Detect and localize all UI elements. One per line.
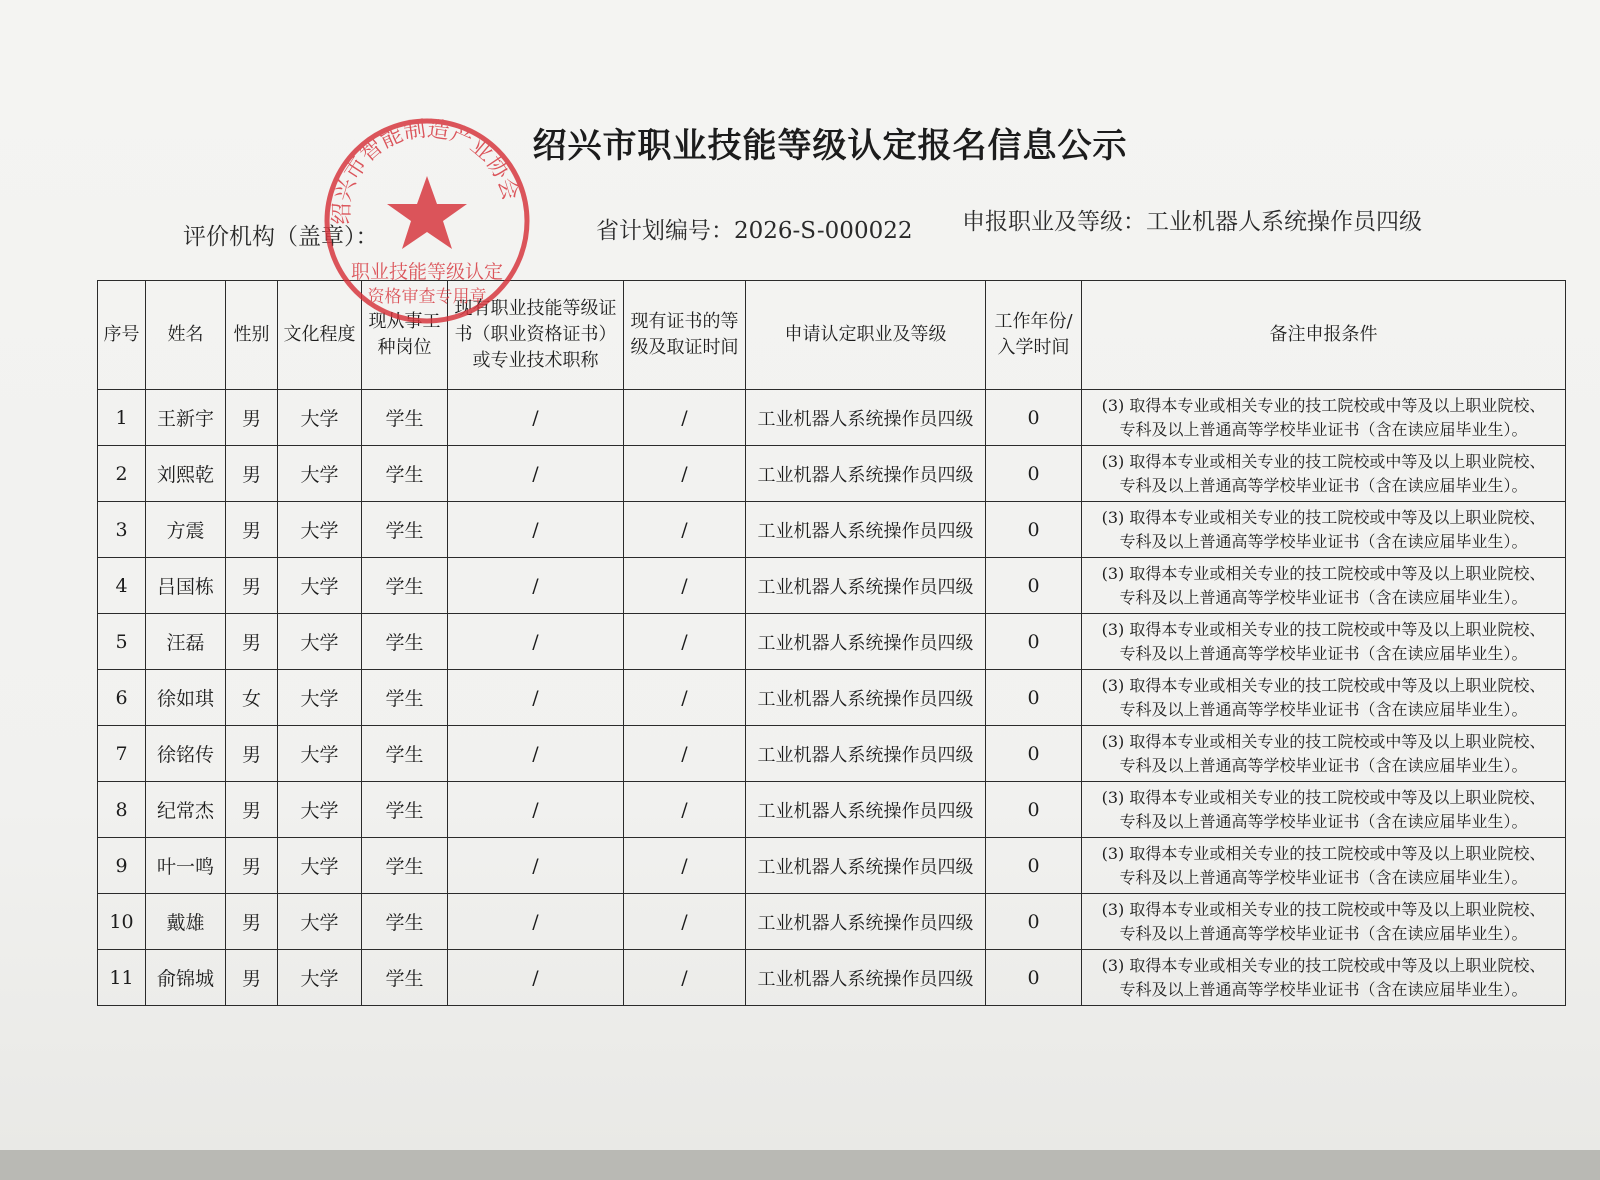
position-cell: 学生 (362, 670, 448, 726)
position-cell: 学生 (362, 558, 448, 614)
column-header: 备注申报条件 (1082, 281, 1566, 390)
applied-occupation-cell: 工业机器人系统操作员四级 (746, 894, 986, 950)
certificate-time-cell: / (624, 782, 746, 838)
applied-occupation-cell: 工业机器人系统操作员四级 (746, 950, 986, 1006)
certificate-time-cell: / (624, 950, 746, 1006)
condition-line-2: 专科及以上普通高等学校毕业证书（含在读应届毕业生）。 (1119, 643, 1528, 663)
certificate-cell: / (448, 950, 624, 1006)
work-years-cell: 0 (986, 838, 1082, 894)
condition-line-2: 专科及以上普通高等学校毕业证书（含在读应届毕业生）。 (1119, 755, 1528, 775)
certificate-cell: / (448, 782, 624, 838)
table-row (98, 390, 1566, 446)
gender-cell: 男 (226, 950, 278, 1006)
condition-line-1: (3) 取得本专业或相关专业的技工院校或中等及以上职业院校、 (1101, 955, 1546, 975)
education-cell: 大学 (278, 782, 362, 838)
table-row (98, 894, 1566, 950)
condition-line-2: 专科及以上普通高等学校毕业证书（含在读应届毕业生）。 (1119, 811, 1528, 831)
table-row (98, 670, 1566, 726)
applied-occupation-cell: 工业机器人系统操作员四级 (746, 782, 986, 838)
remark-condition-cell (1082, 670, 1566, 726)
remark-condition-cell (1082, 502, 1566, 558)
education-cell: 大学 (278, 950, 362, 1006)
gender-cell: 男 (226, 726, 278, 782)
certificate-cell: / (448, 614, 624, 670)
remark-condition-cell (1082, 894, 1566, 950)
table-row (98, 950, 1566, 1006)
condition-line-1: (3) 取得本专业或相关专业的技工院校或中等及以上职业院校、 (1101, 675, 1546, 695)
certificate-cell: / (448, 894, 624, 950)
evaluation-org-label: 评价机构（盖章）： (183, 224, 379, 250)
applied-occupation-cell: 工业机器人系统操作员四级 (746, 838, 986, 894)
applied-occupation-cell: 工业机器人系统操作员四级 (746, 558, 986, 614)
remark-condition-cell (1082, 446, 1566, 502)
table-row (98, 614, 1566, 670)
column-header: 工作年份/入学时间 (986, 281, 1082, 390)
education-cell: 大学 (278, 614, 362, 670)
work-years-cell: 0 (986, 558, 1082, 614)
condition-line-1: (3) 取得本专业或相关专业的技工院校或中等及以上职业院校、 (1101, 731, 1546, 751)
applied-occupation-cell: 工业机器人系统操作员四级 (746, 726, 986, 782)
certificate-time-cell: / (624, 894, 746, 950)
condition-line-2: 专科及以上普通高等学校毕业证书（含在读应届毕业生）。 (1119, 979, 1528, 999)
seal-inner-text: 职业技能等级认定 (350, 261, 504, 283)
certificate-cell: / (448, 446, 624, 502)
certificate-time-cell: / (624, 670, 746, 726)
certificate-time-cell: / (624, 614, 746, 670)
table-row (98, 726, 1566, 782)
applicant-name: 叶一鸣 (146, 838, 226, 894)
work-years-cell: 0 (986, 782, 1082, 838)
gender-cell: 男 (226, 782, 278, 838)
table-row (98, 782, 1566, 838)
condition-line-2: 专科及以上普通高等学校毕业证书（含在读应届毕业生）。 (1119, 419, 1528, 439)
certificate-time-cell: / (624, 726, 746, 782)
applicant-name: 吕国栋 (146, 558, 226, 614)
table-row (98, 446, 1566, 502)
education-cell: 大学 (278, 446, 362, 502)
applicant-name: 戴雄 (146, 894, 226, 950)
condition-line-1: (3) 取得本专业或相关专业的技工院校或中等及以上职业院校、 (1101, 899, 1546, 919)
remark-condition-cell (1082, 838, 1566, 894)
plan-number: 省计划编号：2026-S-000022 (596, 218, 913, 244)
table-row (98, 502, 1566, 558)
gender-cell: 女 (226, 670, 278, 726)
certificate-cell: / (448, 558, 624, 614)
applied-occupation-cell: 工业机器人系统操作员四级 (746, 390, 986, 446)
certificate-cell: / (448, 390, 624, 446)
column-header: 现有证书的等级及取证时间 (624, 281, 746, 390)
seal-bottom-text: 资格审查专用章 (367, 287, 487, 307)
table-row (98, 558, 1566, 614)
column-header: 现从事工种岗位 (362, 281, 448, 390)
certificate-time-cell: / (624, 558, 746, 614)
remark-condition-cell (1082, 558, 1566, 614)
position-cell: 学生 (362, 446, 448, 502)
education-cell: 大学 (278, 558, 362, 614)
gender-cell: 男 (226, 558, 278, 614)
certificate-time-cell: / (624, 838, 746, 894)
work-years-cell: 0 (986, 614, 1082, 670)
position-cell: 学生 (362, 894, 448, 950)
condition-line-2: 专科及以上普通高等学校毕业证书（含在读应届毕业生）。 (1119, 867, 1528, 887)
work-years-cell: 0 (986, 894, 1082, 950)
applicant-name: 徐铭传 (146, 726, 226, 782)
applicant-name: 汪磊 (146, 614, 226, 670)
applicant-name: 方震 (146, 502, 226, 558)
applicant-name: 徐如琪 (146, 670, 226, 726)
row-number: 5 (98, 614, 146, 670)
table-body (98, 390, 1566, 1006)
row-number: 7 (98, 726, 146, 782)
row-number: 4 (98, 558, 146, 614)
position-cell: 学生 (362, 950, 448, 1006)
condition-line-1: (3) 取得本专业或相关专业的技工院校或中等及以上职业院校、 (1101, 451, 1546, 471)
condition-line-1: (3) 取得本专业或相关专业的技工院校或中等及以上职业院校、 (1101, 395, 1546, 415)
certificate-cell: / (448, 726, 624, 782)
certificate-cell: / (448, 838, 624, 894)
work-years-cell: 0 (986, 950, 1082, 1006)
scan-bottom-edge (0, 1150, 1600, 1180)
row-number: 11 (98, 950, 146, 1006)
gender-cell: 男 (226, 446, 278, 502)
work-years-cell: 0 (986, 726, 1082, 782)
remark-condition-cell (1082, 614, 1566, 670)
condition-line-2: 专科及以上普通高等学校毕业证书（含在读应届毕业生）。 (1119, 923, 1528, 943)
row-number: 1 (98, 390, 146, 446)
gender-cell: 男 (226, 894, 278, 950)
column-header: 序号 (98, 281, 146, 390)
applied-occupation-cell: 工业机器人系统操作员四级 (746, 670, 986, 726)
applicant-name: 纪常杰 (146, 782, 226, 838)
column-header: 姓名 (146, 281, 226, 390)
applicant-name: 刘熙乾 (146, 446, 226, 502)
applied-occupation-cell: 工业机器人系统操作员四级 (746, 446, 986, 502)
education-cell: 大学 (278, 390, 362, 446)
position-cell: 学生 (362, 726, 448, 782)
certificate-time-cell: / (624, 390, 746, 446)
column-header: 文化程度 (278, 281, 362, 390)
condition-line-2: 专科及以上普通高等学校毕业证书（含在读应届毕业生）。 (1119, 587, 1528, 607)
applicant-name: 王新宇 (146, 390, 226, 446)
certificate-cell: / (448, 670, 624, 726)
work-years-cell: 0 (986, 446, 1082, 502)
position-cell: 学生 (362, 502, 448, 558)
education-cell: 大学 (278, 838, 362, 894)
position-cell: 学生 (362, 614, 448, 670)
condition-line-2: 专科及以上普通高等学校毕业证书（含在读应届毕业生）。 (1119, 475, 1528, 495)
page-title: 绍兴市职业技能等级认定报名信息公示 (532, 126, 1128, 166)
table-row (98, 838, 1566, 894)
condition-line-1: (3) 取得本专业或相关专业的技工院校或中等及以上职业院校、 (1101, 619, 1546, 639)
condition-line-2: 专科及以上普通高等学校毕业证书（含在读应届毕业生）。 (1119, 531, 1528, 551)
position-cell: 学生 (362, 782, 448, 838)
education-cell: 大学 (278, 502, 362, 558)
row-number: 6 (98, 670, 146, 726)
registration-table (97, 280, 1566, 1006)
column-header: 现有职业技能等级证书（职业资格证书）或专业技术职称 (448, 281, 624, 390)
education-cell: 大学 (278, 670, 362, 726)
gender-cell: 男 (226, 502, 278, 558)
remark-condition-cell (1082, 950, 1566, 1006)
remark-condition-cell (1082, 726, 1566, 782)
gender-cell: 男 (226, 614, 278, 670)
position-cell: 学生 (362, 390, 448, 446)
applicant-name: 俞锦城 (146, 950, 226, 1006)
position-cell: 学生 (362, 838, 448, 894)
column-header: 性别 (226, 281, 278, 390)
work-years-cell: 0 (986, 390, 1082, 446)
condition-line-1: (3) 取得本专业或相关专业的技工院校或中等及以上职业院校、 (1101, 843, 1546, 863)
declared-occupation: 申报职业及等级：工业机器人系统操作员四级 (962, 209, 1422, 235)
table-header-row (98, 281, 1566, 390)
condition-line-1: (3) 取得本专业或相关专业的技工院校或中等及以上职业院校、 (1101, 787, 1546, 807)
applied-occupation-cell: 工业机器人系统操作员四级 (746, 614, 986, 670)
row-number: 10 (98, 894, 146, 950)
work-years-cell: 0 (986, 502, 1082, 558)
work-years-cell: 0 (986, 670, 1082, 726)
row-number: 3 (98, 502, 146, 558)
row-number: 2 (98, 446, 146, 502)
condition-line-2: 专科及以上普通高等学校毕业证书（含在读应届毕业生）。 (1119, 699, 1528, 719)
gender-cell: 男 (226, 390, 278, 446)
remark-condition-cell (1082, 390, 1566, 446)
certificate-cell: / (448, 502, 624, 558)
applied-occupation-cell: 工业机器人系统操作员四级 (746, 502, 986, 558)
seal-outer-text: 绍兴市智能制造产业协会 (329, 116, 523, 225)
education-cell: 大学 (278, 894, 362, 950)
certificate-time-cell: / (624, 446, 746, 502)
condition-line-1: (3) 取得本专业或相关专业的技工院校或中等及以上职业院校、 (1101, 507, 1546, 527)
remark-condition-cell (1082, 782, 1566, 838)
condition-line-1: (3) 取得本专业或相关专业的技工院校或中等及以上职业院校、 (1101, 563, 1546, 583)
row-number: 9 (98, 838, 146, 894)
column-header: 申请认定职业及等级 (746, 281, 986, 390)
certificate-time-cell: / (624, 502, 746, 558)
gender-cell: 男 (226, 838, 278, 894)
row-number: 8 (98, 782, 146, 838)
education-cell: 大学 (278, 726, 362, 782)
